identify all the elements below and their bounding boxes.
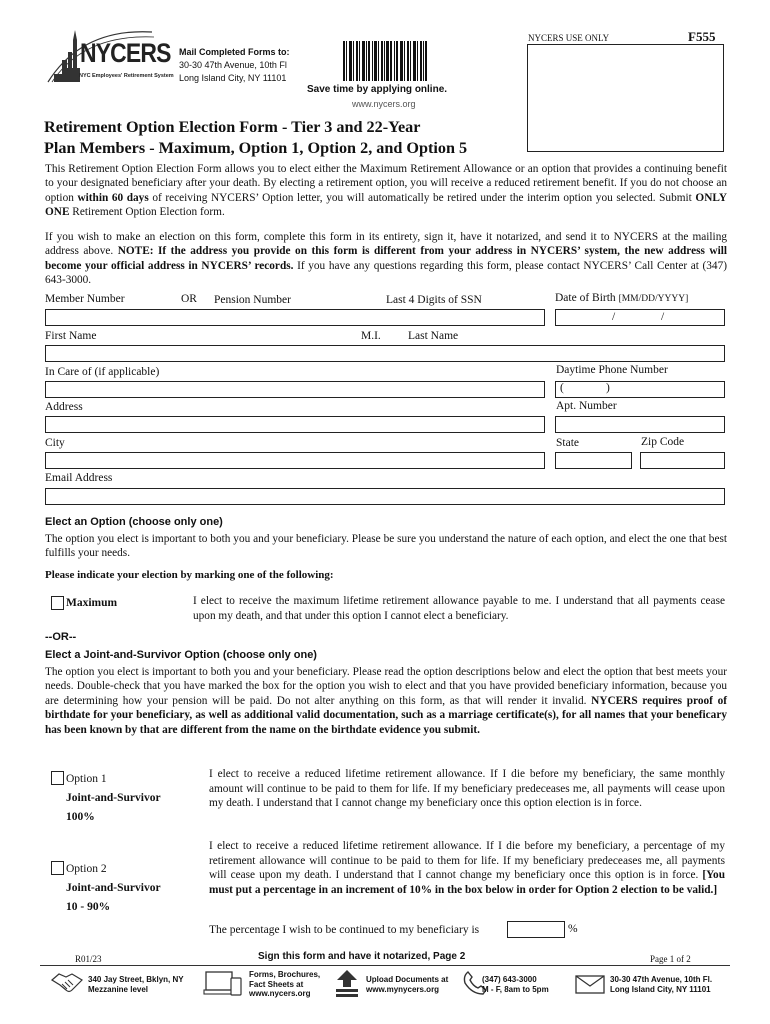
daytime-phone-input[interactable] [555,381,725,398]
zip-code-input[interactable] [640,452,725,469]
in-care-of-label: In Care of (if applicable) [45,366,160,378]
intro-paragraph-1: This Retirement Option Election Form allows you to elect either the Maximum Retirement Allowance or an option that provides a continuing benefit to your designated beneficiary after your death. By electing a retirement option, you will receive a reduced retirement benefit. If you do not choose an option within 60 days of receiving NYCERS’ Option letter, you will automatically be retired under the interim option you selected. Submit ONLY ONE Retirement Option Election form. [45,163,728,219]
devices-icon [203,970,243,998]
title-line1: Retirement Option Election Form - Tier 3 and 22-Year [44,118,421,136]
envelope-icon [575,973,605,995]
page-number: Page 1 of 2 [650,954,691,964]
option-2-pct: 10 - 90% [66,901,111,913]
member-number-label: Member Number [45,293,125,305]
footer-phone: (347) 643-3000 M - F, 8am to 5pm [482,975,549,994]
mail-line2: Long Island City, NY 11101 [179,73,287,83]
email-label: Email Address [45,472,113,484]
elect-option-text: The option you elect is important to both you and your beneficiary. Please be sure you understand the nature of each option, and elect the one that best fulfills your needs. [45,533,727,560]
phone-paren-close: ) [606,382,610,394]
option-2-label-block [66,860,161,917]
option-1-description: I elect to receive a reduced lifetime retirement allowance. If I die before my beneficiary, the same monthly amount will continue to be paid to them for life. If my beneficiary predeceases me, all payments will cease upon my death. I understand that I cannot change my beneficiary once this option election is in force. [209,768,725,810]
option-1-checkbox[interactable] [51,771,64,785]
option-1-type: Joint-and-Survivor [66,792,161,804]
apt-number-input[interactable] [555,416,725,433]
maximum-description: I elect to receive the maximum lifetime retirement allowance payable to me. I understand that all payments cease upon my death, and that under this option I cannot elect a beneficiary. [193,595,725,622]
option-2-name: Option 2 [66,863,107,875]
indicate-election-text: Please indicate your election by marking one of the following: [45,569,334,581]
dob-input[interactable] [555,309,725,326]
barcode [343,41,427,81]
footer-forms: Forms, Brochures, Fact Sheets at www.nycers.org [249,970,321,998]
name-input[interactable] [45,345,725,362]
title-line2: Plan Members - Maximum, Option 1, Option 2, and Option 5 [44,139,468,157]
member-number-input[interactable] [45,309,545,326]
apt-number-label: Apt. Number [556,400,617,412]
option-2-type: Joint-and-Survivor [66,882,161,894]
city-input[interactable] [45,452,545,469]
percent-sign: % [568,923,578,935]
handshake-icon [50,970,84,996]
maximum-label: Maximum [66,597,118,609]
daytime-phone-label: Daytime Phone Number [556,364,668,376]
joint-survivor-heading: Elect a Joint-and-Survivor Option (choose only one) [45,649,317,661]
percentage-label: The percentage I wish to be continued to my beneficiary is [209,924,480,936]
option-2-checkbox[interactable] [51,861,64,875]
or-separator: --OR-- [45,631,77,643]
zip-code-label: Zip Code [641,436,685,448]
save-time-text: Save time by applying online. [307,84,448,95]
dob-label: Date of Birth [MM/DD/YYYY] [555,292,689,304]
phone-paren-open: ( [560,382,564,394]
nycers-logo [42,18,177,88]
option-1-pct: 100% [66,811,95,823]
joint-survivor-text: The option you elect is important to both you and your beneficiary. Please read the option descriptions below and elect the option that best meets your needs. Double-check that you have marked the box for the option you wish to elect and that you have provided beneficiary information, because you are determining how your pension will be paid. Do not alter anything on this form, as that will render it invalid. NYCERS requires proof of birthdate for your beneficiary, as well as additional valid documentation, such as a marriage certificate(s), for all names that your beneficary has been known by that are different from the name on the birthdate evidence you submit. [45,666,728,736]
logo-nyc: NYC [79,73,91,79]
ssn-label: Last 4 Digits of SSN [386,294,482,306]
option-1-label-block [66,770,161,827]
mail-to-block [179,46,290,85]
or-label: OR [181,293,197,305]
elect-option-heading: Elect an Option (choose only one) [45,516,223,528]
state-input[interactable] [555,452,632,469]
upload-icon [334,969,360,999]
option-1-name: Option 1 [66,773,107,785]
city-label: City [45,437,65,449]
footer-upload: Upload Documents at www.mynycers.org [366,975,449,994]
form-code: F555 [688,29,716,44]
nycers-use-only-box [527,44,724,152]
percentage-input[interactable] [507,921,565,938]
dob-slash-1: / [612,311,616,323]
footer-walk-in: 340 Jay Street, Bklyn, NY Mezzanine level [88,975,184,994]
dob-slash-2: / [661,311,665,323]
mail-line1: 30-30 47th Avenue, 10th Fl [179,60,287,70]
form-title [44,117,467,159]
option-2-description: I elect to receive a reduced lifetime retirement allowance. If I die before my beneficiary, a percentage of my retirement allowance will continue to be paid to them for life. If my beneficiary predeceases me, all payments will cease upon my death. I understand that I cannot change my beneficiary once this option is in force. [You must put a percentage in an increment of 10% in the box below in order for Option 2 election to be valid.] [209,840,725,896]
address-input[interactable] [45,416,545,433]
state-label: State [556,437,579,449]
address-label: Address [45,401,83,413]
mi-label: M.I. [361,330,381,342]
pension-number-label: Pension Number [214,294,291,306]
footer-mail-address: 30-30 47th Avenue, 10th Fl. Long Island City, NY 11101 [610,975,713,994]
in-care-of-input[interactable] [45,381,545,398]
nycers-use-only-label: NYCERS USE ONLY [528,33,610,43]
logo-subtitle: Employees' Retirement System [92,73,174,79]
logo-name: NYCERS [80,38,171,68]
footer-rule [40,965,730,966]
first-name-label: First Name [45,330,97,342]
revision-code: R01/23 [75,954,102,964]
intro-paragraph-2: If you wish to make an election on this form, complete this form in its entirety, sign it, have it notarized, and send it to NYCERS at the mailing address above. NOTE: If the address you provide on this form is different from your address in NYCERS’ system, the new address will become your official address in NYCERS’ records. If you have any questions regarding this form, please contact NYCERS’ Call Center at (347) 643-3000. [45,231,727,287]
website-link[interactable]: www.nycers.org [352,99,416,109]
maximum-checkbox[interactable] [51,596,64,610]
sign-notice: Sign this form and have it notarized, Page 2 [258,951,466,962]
email-input[interactable] [45,488,725,505]
mail-heading: Mail Completed Forms to: [179,47,290,57]
last-name-label: Last Name [408,330,459,342]
